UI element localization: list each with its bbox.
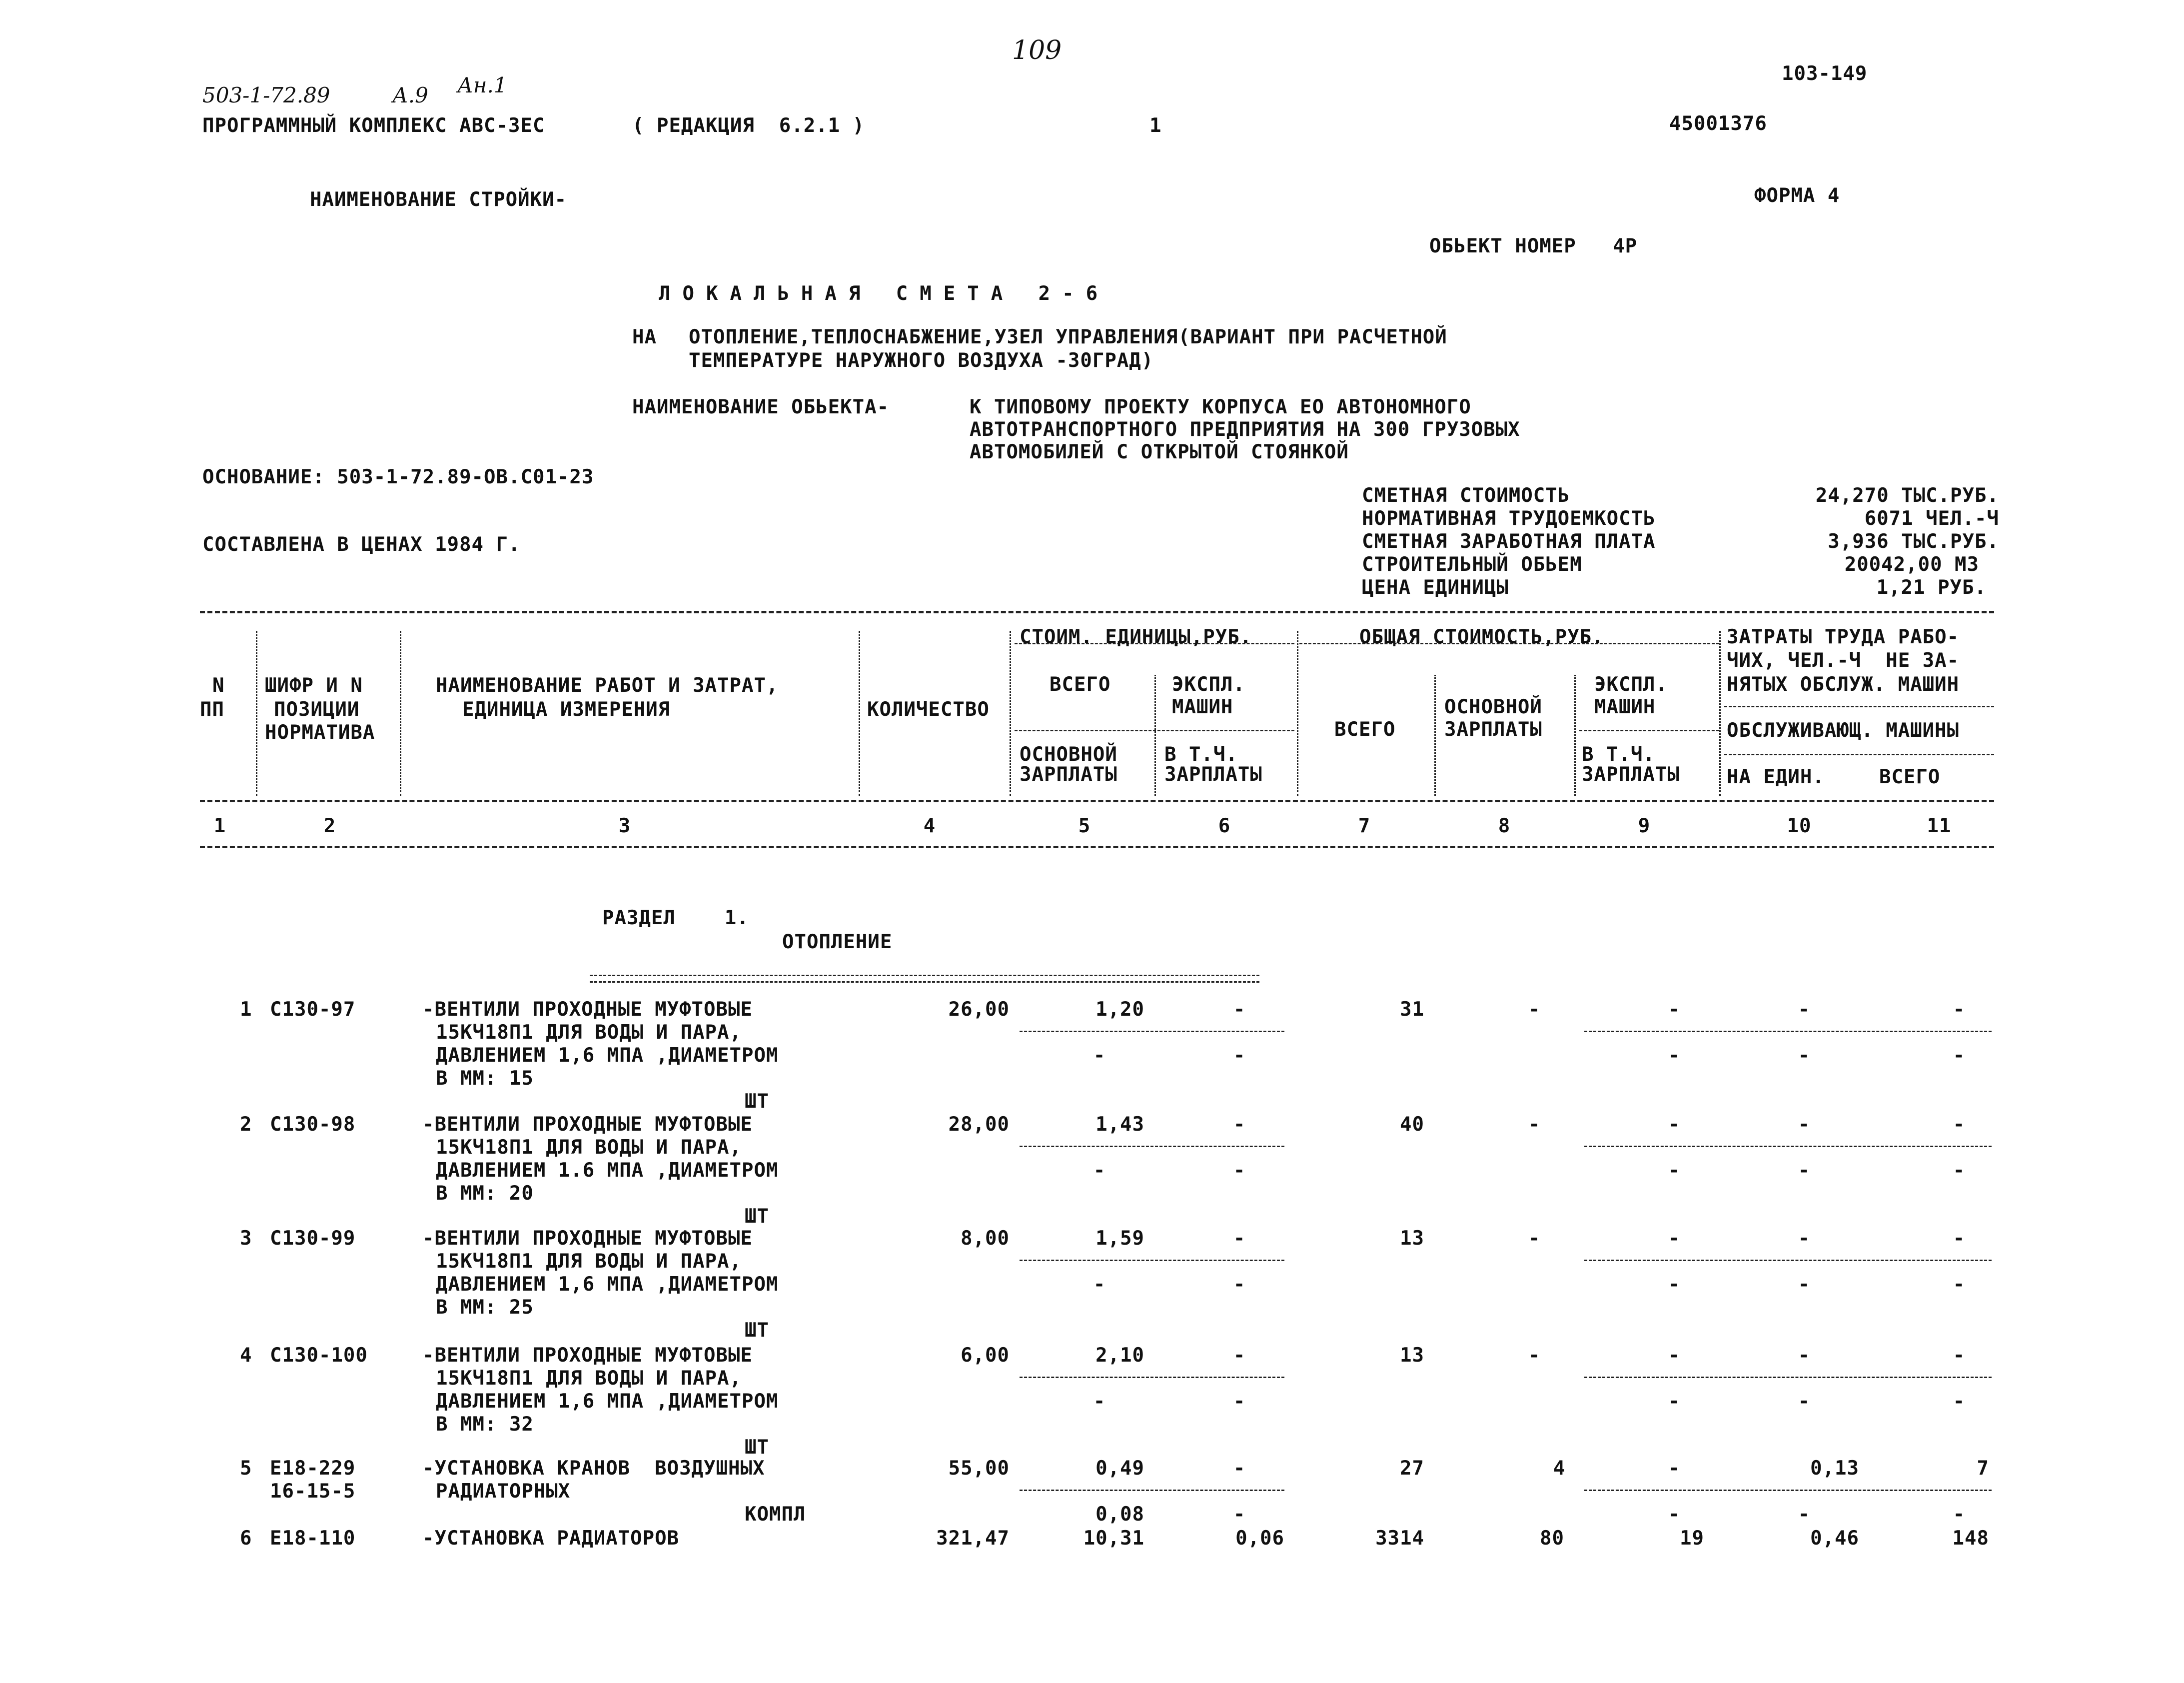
numbers-bottom-rule — [200, 846, 1994, 848]
row-c6: - — [1233, 1344, 1246, 1367]
row-unit: ШТ — [745, 1436, 769, 1459]
col5-header: ВСЕГО — [1050, 673, 1111, 696]
cell-rule — [1584, 1490, 1992, 1491]
unit-cost-header: СТОИМ. ЕДИНИЦЫ,РУБ. — [1020, 626, 1252, 648]
cell-rule — [1020, 1031, 1284, 1032]
col9-header: ЗАРПЛАТЫ — [1582, 763, 1680, 786]
section-name: ОТОПЛЕНИЕ — [782, 931, 893, 953]
sheet-code: 103-149 — [1782, 62, 1868, 85]
summary-value: 3,936 ТЫС.РУБ. — [1828, 530, 1999, 553]
col9-header: МАШИН — [1594, 696, 1656, 718]
row-c7: 31 — [1400, 998, 1424, 1021]
row-number: 2 — [240, 1113, 252, 1136]
object-label: НАИМЕНОВАНИЕ ОБЬЕКТА- — [632, 396, 890, 418]
col-divider — [1434, 675, 1436, 796]
row-c8: - — [1528, 1227, 1541, 1250]
col-number: 7 — [1358, 815, 1371, 837]
row-c10b: - — [1798, 1390, 1811, 1413]
row-code-2: 16-15-5 — [270, 1480, 356, 1503]
row-c9b: - — [1668, 1390, 1681, 1413]
row-code: С130-99 — [270, 1227, 356, 1250]
row-c6b: - — [1233, 1390, 1246, 1413]
row-qty: 321,47 — [936, 1527, 1010, 1550]
row-c10b: - — [1798, 1044, 1811, 1067]
program-edition: ( РЕДАКЦИЯ 6.2.1 ) — [632, 114, 865, 137]
row-c5: 1,43 — [1095, 1113, 1144, 1136]
col6-header: МАШИН — [1172, 696, 1233, 718]
row-c9: - — [1668, 1457, 1681, 1480]
row-c9: 19 — [1680, 1527, 1704, 1550]
row-desc: ДАВЛЕНИЕМ 1,6 МПА ,ДИАМЕТРОМ — [436, 1044, 779, 1067]
object-line-1: К ТИПОВОМУ ПРОЕКТУ КОРПУСА ЕО АВТОНОМНОГО — [970, 396, 1471, 418]
row-c11b: - — [1953, 1159, 1966, 1182]
row-desc: 15КЧ18П1 ДЛЯ ВОДЫ И ПАРА, — [436, 1021, 742, 1044]
col1-header: N — [212, 674, 225, 697]
row-number: 1 — [240, 998, 252, 1021]
row-desc: В ММ: 15 — [436, 1067, 534, 1090]
total-cost-rule-2 — [1579, 730, 1719, 731]
row-c5: 10,31 — [1083, 1527, 1144, 1550]
labor-header: НЯТЫХ ОБСЛУЖ. МАШИН — [1727, 673, 1960, 696]
row-c11b: - — [1953, 1044, 1966, 1067]
col6-header: ЗАРПЛАТЫ — [1164, 763, 1262, 786]
col-divider — [1297, 631, 1298, 796]
row-number: 6 — [240, 1527, 252, 1550]
summary-label: СМЕТНАЯ СТОИМОСТЬ — [1362, 484, 1570, 507]
summary-value: 20042,00 М3 — [1844, 553, 1979, 576]
row-c7: 13 — [1400, 1227, 1424, 1250]
row-c11b: - — [1953, 1503, 1966, 1526]
subject-line-2: ТЕМПЕРАТУРЕ НАРУЖНОГО ВОЗДУХА -30ГРАД) — [689, 349, 1154, 372]
row-c5: 1,20 — [1095, 998, 1144, 1021]
title-na: НА — [632, 326, 657, 348]
labor-header: ЗАТРАТЫ ТРУДА РАБО- — [1727, 626, 1960, 648]
row-qty: 26,00 — [948, 998, 1010, 1021]
construction-label: НАИМЕНОВАНИЕ СТРОЙКИ- — [310, 188, 567, 211]
row-desc: ДАВЛЕНИЕМ 1.6 МПА ,ДИАМЕТРОМ — [436, 1159, 779, 1182]
summary-label: ЦЕНА ЕДИНИЦЫ — [1362, 576, 1509, 599]
row-c11: - — [1953, 1344, 1966, 1367]
summary-label: НОРМАТИВНАЯ ТРУДОЕМКОСТЬ — [1362, 507, 1656, 530]
row-c11: - — [1953, 998, 1966, 1021]
col-number: 11 — [1927, 815, 1952, 837]
row-c10: - — [1798, 998, 1811, 1021]
row-qty: 6,00 — [961, 1344, 1010, 1367]
row-code: С130-97 — [270, 998, 356, 1021]
row-unit: КОМПЛ — [745, 1503, 806, 1526]
row-c9b: - — [1668, 1159, 1681, 1182]
row-number: 4 — [240, 1344, 252, 1367]
col2-header: ШИФР И N — [265, 674, 363, 697]
row-c6b: - — [1233, 1159, 1246, 1182]
row-c11: - — [1953, 1113, 1966, 1136]
row-c6b: - — [1233, 1503, 1246, 1526]
row-c9b: - — [1668, 1503, 1681, 1526]
summary-label: СТРОИТЕЛЬНЫЙ ОБЬЕМ — [1362, 553, 1582, 576]
row-code: С130-100 — [270, 1344, 368, 1367]
row-qty: 55,00 — [948, 1457, 1010, 1480]
row-c5b: - — [1093, 1159, 1106, 1182]
row-c7: 13 — [1400, 1344, 1424, 1367]
form-label: ФОРМА 4 — [1754, 184, 1840, 207]
row-c6: - — [1233, 1227, 1246, 1250]
row-c8: - — [1528, 998, 1541, 1021]
col8-header: ЗАРПЛАТЫ — [1444, 718, 1542, 741]
program-name: ПРОГРАММНЫЙ КОМПЛЕКС АВС-3ЕС — [202, 114, 545, 137]
handwritten-page-number: 109 — [1012, 35, 1062, 65]
row-c11: 148 — [1952, 1527, 1989, 1550]
labor-header: ЧИХ, ЧЕЛ.-Ч НЕ ЗА- — [1727, 649, 1960, 672]
row-c9: - — [1668, 1227, 1681, 1250]
col-number: 6 — [1218, 815, 1231, 837]
col4-header: КОЛИЧЕСТВО — [867, 698, 990, 721]
row-unit: ШТ — [745, 1090, 769, 1113]
basis: ОСНОВАНИЕ: 503-1-72.89-ОВ.С01-23 — [202, 466, 594, 488]
col5-header: ЗАРПЛАТЫ — [1020, 763, 1117, 786]
row-c6: - — [1233, 1113, 1246, 1136]
row-unit: ШТ — [745, 1205, 769, 1228]
col1-header: ПП — [200, 698, 224, 721]
col6-header: В Т.Ч. — [1164, 743, 1238, 766]
col9-header: В Т.Ч. — [1582, 743, 1655, 766]
row-qty: 8,00 — [961, 1227, 1010, 1250]
col2-header: ПОЗИЦИИ — [274, 698, 360, 721]
cell-rule — [1584, 1260, 1992, 1261]
subject-line-1: ОТОПЛЕНИЕ,ТЕПЛОСНАБЖЕНИЕ,УЗЕЛ УПРАВЛЕНИЯ(ВАРИАНТ ПРИ РАСЧЕТНОЙ — [689, 326, 1447, 348]
col3-header: НАИМЕНОВАНИЕ РАБОТ И ЗАТРАТ, — [436, 674, 779, 697]
row-unit: ШТ — [745, 1319, 769, 1342]
labor-rule — [1724, 706, 1994, 707]
summary-value: 24,270 ТЫС.РУБ. — [1815, 484, 1999, 507]
row-c8: - — [1528, 1344, 1541, 1367]
row-desc: В ММ: 32 — [436, 1413, 534, 1436]
row-c9: - — [1668, 1344, 1681, 1367]
col-divider — [1154, 675, 1156, 796]
row-desc: В ММ: 20 — [436, 1182, 534, 1205]
object-number: ОБЬЕКТ НОМЕР 4Р — [1429, 235, 1638, 257]
row-c7: 3314 — [1375, 1527, 1424, 1550]
row-code: Е18-229 — [270, 1457, 356, 1480]
row-desc: РАДИАТОРНЫХ — [436, 1480, 571, 1503]
row-c8: 80 — [1540, 1527, 1564, 1550]
cell-rule — [1584, 1031, 1992, 1032]
row-desc: -ВЕНТИЛИ ПРОХОДНЫЕ МУФТОВЫЕ — [422, 998, 753, 1021]
row-c11b: - — [1953, 1390, 1966, 1413]
col7-header: ВСЕГО — [1334, 718, 1396, 741]
row-c9b: - — [1668, 1273, 1681, 1296]
row-desc: -ВЕНТИЛИ ПРОХОДНЫЕ МУФТОВЫЕ — [422, 1113, 753, 1136]
col-number: 3 — [618, 815, 631, 837]
row-c10: 0,13 — [1810, 1457, 1859, 1480]
handwritten-annex: Ан.1 — [457, 73, 507, 97]
summary-value: 6071 ЧЕЛ.-Ч — [1864, 507, 1999, 530]
row-c9b: - — [1668, 1044, 1681, 1067]
cell-rule — [1020, 1377, 1284, 1378]
col-divider — [1010, 631, 1011, 796]
row-desc: ДАВЛЕНИЕМ 1,6 МПА ,ДИАМЕТРОМ — [436, 1273, 779, 1296]
row-c10: - — [1798, 1113, 1811, 1136]
row-c11b: - — [1953, 1273, 1966, 1296]
handwritten-album: А.9 — [392, 83, 428, 107]
col-divider — [256, 631, 257, 796]
col-divider — [1574, 675, 1576, 796]
row-desc: -ВЕНТИЛИ ПРОХОДНЫЕ МУФТОВЫЕ — [422, 1227, 753, 1250]
row-c7: 40 — [1400, 1113, 1424, 1136]
cell-rule — [1584, 1377, 1992, 1378]
cell-rule — [1020, 1260, 1284, 1261]
row-desc: -УСТАНОВКА РАДИАТОРОВ — [422, 1527, 680, 1550]
row-qty: 28,00 — [948, 1113, 1010, 1136]
col2-header: НОРМАТИВА — [265, 721, 375, 744]
total-cost-header: ОБЩАЯ СТОИМОСТЬ,РУБ. — [1359, 626, 1604, 648]
col-divider — [859, 631, 860, 796]
section-label: РАЗДЕЛ 1. — [602, 907, 749, 929]
page-number: 1 — [1149, 114, 1162, 137]
labor-header: ОБСЛУЖИВАЮЩ. МАШИНЫ — [1727, 719, 1960, 742]
col10-header: НА ЕДИН. — [1727, 766, 1825, 788]
object-line-3: АВТОМОБИЛЕЙ С ОТКРЫТОЙ СТОЯНКОЙ — [970, 441, 1349, 463]
col9-header: ЭКСПЛ. — [1594, 673, 1668, 696]
row-c10b: - — [1798, 1503, 1811, 1526]
row-c6b: - — [1233, 1273, 1246, 1296]
row-c6b: - — [1233, 1044, 1246, 1067]
row-c5b: 0,08 — [1095, 1503, 1144, 1526]
summary-label: СМЕТНАЯ ЗАРАБОТНАЯ ПЛАТА — [1362, 530, 1656, 553]
col-number: 9 — [1638, 815, 1651, 837]
row-desc: 15КЧ18П1 ДЛЯ ВОДЫ И ПАРА, — [436, 1136, 742, 1159]
col-divider — [400, 631, 401, 796]
row-desc: В ММ: 25 — [436, 1296, 534, 1319]
row-desc: 15КЧ18П1 ДЛЯ ВОДЫ И ПАРА, — [436, 1250, 742, 1273]
col5-header: ОСНОВНОЙ — [1020, 743, 1117, 766]
col-number: 4 — [923, 815, 936, 837]
object-line-2: АВТОТРАНСПОРТНОГО ПРЕДПРИЯТИЯ НА 300 ГРУЗОВЫХ — [970, 418, 1520, 441]
labor-rule-2 — [1724, 754, 1994, 755]
row-c8: 4 — [1553, 1457, 1566, 1480]
row-c5b: - — [1093, 1044, 1106, 1067]
row-c5b: - — [1093, 1273, 1106, 1296]
row-c5: 0,49 — [1095, 1457, 1144, 1480]
estimate-title: ЛОКАЛЬНАЯ СМЕТА 2-6 — [659, 282, 1110, 305]
table-top-rule — [200, 611, 1994, 613]
col-number: 10 — [1787, 815, 1812, 837]
row-c8: - — [1528, 1113, 1541, 1136]
row-c11: - — [1953, 1227, 1966, 1250]
handwritten-doc-code: 503-1-72.89 — [202, 83, 330, 107]
col3-header: ЕДИНИЦА ИЗМЕРЕНИЯ — [462, 698, 671, 721]
row-c5: 2,10 — [1095, 1344, 1144, 1367]
row-desc: ДАВЛЕНИЕМ 1,6 МПА ,ДИАМЕТРОМ — [436, 1390, 779, 1413]
col11-header: ВСЕГО — [1879, 766, 1941, 788]
row-c5: 1,59 — [1095, 1227, 1144, 1250]
row-c11: 7 — [1977, 1457, 1989, 1480]
row-c9: - — [1668, 1113, 1681, 1136]
summary-value: 1,21 РУБ. — [1876, 576, 1987, 599]
row-code: С130-98 — [270, 1113, 356, 1136]
row-desc: 15КЧ18П1 ДЛЯ ВОДЫ И ПАРА, — [436, 1367, 742, 1390]
col-number: 8 — [1498, 815, 1511, 837]
col6-header: ЭКСПЛ. — [1172, 673, 1245, 696]
row-c10: 0,46 — [1810, 1527, 1859, 1550]
col-number: 1 — [213, 815, 226, 837]
col-number: 5 — [1078, 815, 1091, 837]
row-c5b: - — [1093, 1390, 1106, 1413]
row-desc: -УСТАНОВКА КРАНОВ ВОЗДУШНЫХ — [422, 1457, 765, 1480]
row-c9: - — [1668, 998, 1681, 1021]
cell-rule — [1584, 1146, 1992, 1147]
row-number: 5 — [240, 1457, 252, 1480]
cell-rule — [1020, 1490, 1284, 1491]
row-number: 3 — [240, 1227, 252, 1250]
header-bottom-rule — [200, 800, 1994, 802]
row-c6: - — [1233, 1457, 1246, 1480]
row-c10b: - — [1798, 1159, 1811, 1182]
row-c10: - — [1798, 1227, 1811, 1250]
row-code: Е18-110 — [270, 1527, 356, 1550]
col-divider — [1719, 631, 1721, 796]
section-double-rule — [590, 975, 1259, 983]
col8-header: ОСНОВНОЙ — [1444, 696, 1542, 718]
row-c10: - — [1798, 1344, 1811, 1367]
doc-id: 45001376 — [1669, 112, 1767, 135]
price-level: СОСТАВЛЕНА В ЦЕНАХ 1984 Г. — [202, 533, 521, 556]
row-c6: - — [1233, 998, 1246, 1021]
row-desc: -ВЕНТИЛИ ПРОХОДНЫЕ МУФТОВЫЕ — [422, 1344, 753, 1367]
col-number: 2 — [323, 815, 336, 837]
row-c7: 27 — [1400, 1457, 1424, 1480]
row-c10b: - — [1798, 1273, 1811, 1296]
row-c6: 0,06 — [1235, 1527, 1284, 1550]
cell-rule — [1020, 1146, 1284, 1147]
